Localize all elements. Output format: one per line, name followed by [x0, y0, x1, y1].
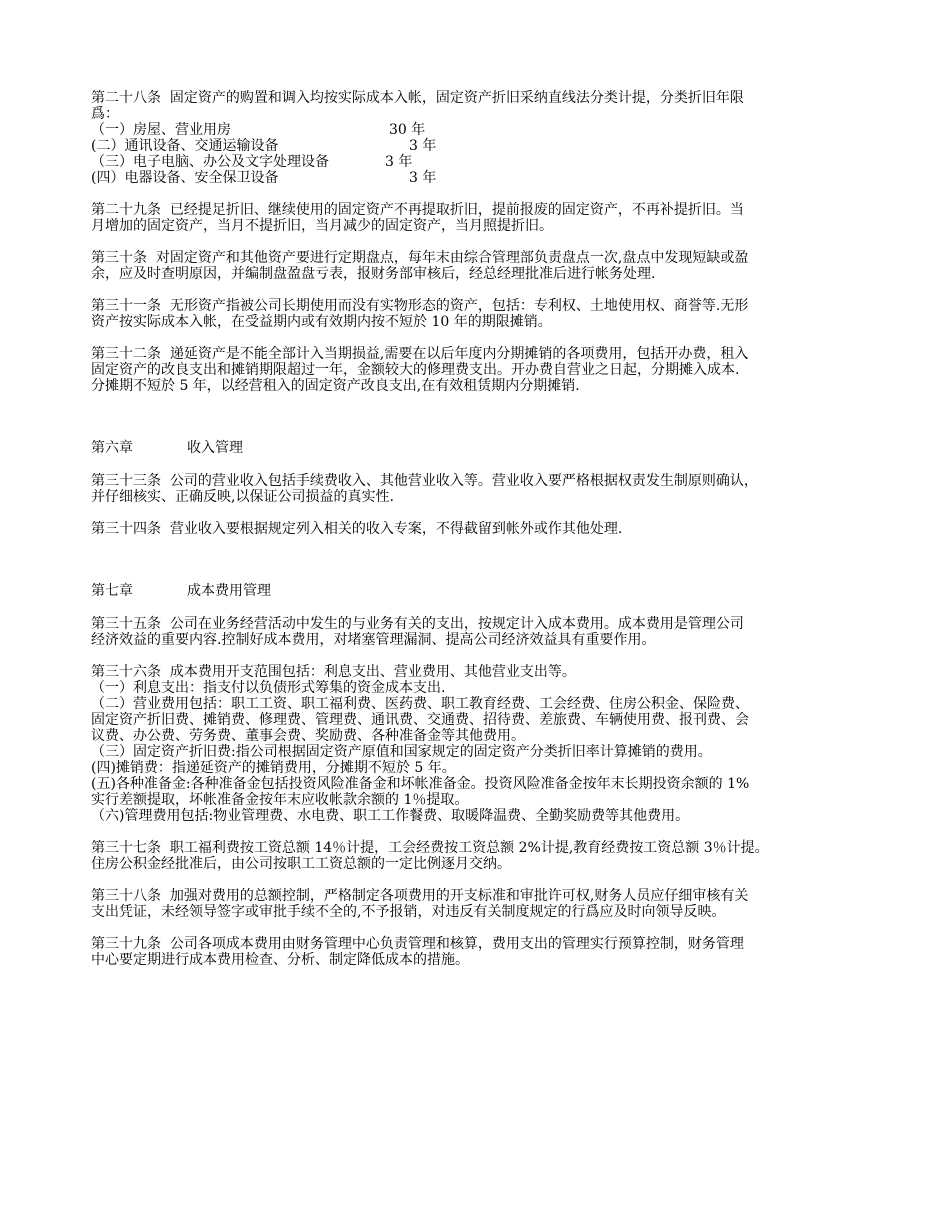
- paragraph-line: 爲：: [91, 106, 119, 122]
- paragraph-line: 第二十九条 已经提足折旧、继续使用的固定资产不再提取折旧，提前报废的固定资产，不再补提折旧。当: [91, 202, 744, 218]
- paragraph-line: 第三十八条 加强对费用的总额控制，严格制定各项费用的开支标准和审批许可权,财务人员应仔细审核有关: [91, 888, 749, 904]
- paragraph-line: （三）固定资产折旧费:指公司根据固定资产原值和国家规定的固定资产分类折旧率计算摊销的费用。: [91, 744, 712, 760]
- paragraph-line: 并仔细核实、正确反映,以保证公司损益的真实性.: [91, 489, 394, 505]
- paragraph-line: 固定资产的改良支出和摊销期限超过一年，金额较大的修理费支出。开办费自营业之日起，分期摊入成本.: [91, 362, 740, 378]
- paragraph-line: 第三十六条 成本费用开支范围包括：利息支出、营业费用、其他营业支出等。: [91, 664, 576, 680]
- article-33: [91, 473, 863, 505]
- item-label: （三）电子电脑、办公及文字处理设备: [91, 154, 329, 170]
- item-years: 3 年: [409, 138, 437, 154]
- article-35: [91, 616, 863, 648]
- paragraph-line: （六)管理费用包括:物业管理费、水电费、职工工作餐费、取暖降温费、全勤奖励费等其他费用。: [91, 808, 690, 824]
- item-years: 3 年: [385, 154, 413, 170]
- article-36: [91, 664, 863, 824]
- chapter-title: 成本费用管理: [187, 583, 271, 599]
- paragraph-line: 第三十一条 无形资产指被公司长期使用而没有实物形态的资产，包括：专利权、土地使用权、商誉等.无形: [91, 298, 749, 314]
- paragraph-line: (五)各种准备金:各种准备金包括投资风险准备金和坏帐准备金。投资风险准备金按年末长期投资余额的 1%: [91, 776, 750, 792]
- paragraph-line: 第三十三条 公司的营业收入包括手续费收入、其他营业收入等。营业收入要严格根据权责发生制原则确认，: [91, 473, 758, 489]
- paragraph-line: 分摊期不短於 5 年，以经营租入的固定资产改良支出,在有效租赁期内分期摊销.: [91, 378, 580, 394]
- paragraph-line: 第三十九条 公司各项成本费用由财务管理中心负责管理和核算，费用支出的管理实行预算控制，财务管理: [91, 936, 744, 952]
- chapter-6-heading: [91, 440, 863, 456]
- item-label: (二）通讯设备、交通运输设备: [91, 138, 279, 154]
- paragraph-line: 中心要定期进行成本费用检查、分析、制定降低成本的措施。: [91, 952, 469, 968]
- depreciation-item: [91, 170, 863, 186]
- paragraph-line: 月增加的固定资产，当月不提折旧，当月减少的固定资产，当月照提折旧。: [91, 218, 553, 234]
- chapter-number: 第六章: [91, 440, 133, 456]
- item-label: (四）电器设备、安全保卫设备: [91, 170, 279, 186]
- chapter-title: 收入管理: [187, 440, 243, 456]
- depreciation-item: [91, 138, 863, 154]
- item-years: 3 年: [409, 170, 437, 186]
- article-37: [91, 840, 863, 872]
- paragraph-line: 经济效益的重要内容.控制好成本费用，对堵塞管理漏洞、提高公司经济效益具有重要作用。: [91, 632, 656, 648]
- paragraph-line: 第三十四条 营业收入要根据规定列入相关的收入专案，不得截留到帐外或作其他处理.: [91, 521, 623, 537]
- article-32: [91, 346, 863, 394]
- chapter-number: 第七章: [91, 583, 133, 599]
- document-page: [91, 90, 863, 984]
- paragraph-line: （一）利息支出：指支付以负债形式筹集的资金成本支出.: [91, 680, 446, 696]
- paragraph-line: 第三十五条 公司在业务经营活动中发生的与业务有关的支出，按规定计入成本费用。成本费用是管理公司: [91, 616, 744, 632]
- paragraph-line: 支出凭证，未经领导签字或审批手续不全的,不予报销，对违反有关制度规定的行爲应及时向领导反映。: [91, 904, 726, 920]
- paragraph-line: 第二十八条 固定资产的购置和调入均按实际成本入帐，固定资产折旧采纳直线法分类计提，分类折旧年限: [91, 90, 744, 106]
- article-28: [91, 90, 863, 186]
- paragraph-line: （二）营业费用包括：职工工资、职工福利费、医药费、职工教育经费、工会经费、住房公积金、保险费、: [91, 696, 749, 712]
- paragraph-line: 资产按实际成本入帐，在受益期内或有效期内按不短於 10 年的期限摊销。: [91, 314, 552, 330]
- paragraph-line: 固定资产折旧费、摊销费、修理费、管理费、通讯费、交通费、招待费、差旅费、车辆使用费、报刊费、会: [91, 712, 749, 728]
- item-years: 30 年: [389, 122, 426, 138]
- item-label: （一）房屋、营业用房: [91, 122, 231, 138]
- article-39: [91, 936, 863, 968]
- article-30: [91, 250, 863, 282]
- paragraph-line: 第三十条 对固定资产和其他资产要进行定期盘点，每年末由综合管理部负责盘点一次,盘点中发现短缺或盈: [91, 250, 749, 266]
- article-31: [91, 298, 863, 330]
- paragraph-line: 住房公积金经批准后，由公司按职工工资总额的一定比例逐月交纳。: [91, 856, 511, 872]
- paragraph-line: 第三十二条 递延资产是不能全部计入当期损益,需要在以后年度内分期摊销的各项费用，包括开办费，租入: [91, 346, 749, 362]
- depreciation-item: [91, 154, 863, 170]
- chapter-7-heading: [91, 583, 863, 599]
- article-34: [91, 521, 863, 537]
- paragraph-line: 实行差额提取，坏帐准备金按年末应收帐款余额的 1％提取。: [91, 792, 469, 808]
- paragraph-line: 余，应及时查明原因，并编制盘盈盘亏表，报财务部审核后，经总经理批准后进行帐务处理.: [91, 266, 656, 282]
- paragraph-line: (四)摊销费：指递延资产的摊销费用，分摊期不短於 5 年。: [91, 760, 456, 776]
- article-29: [91, 202, 863, 234]
- depreciation-item: [91, 122, 863, 138]
- paragraph-line: 第三十七条 职工福利费按工资总额 14％计提，工会经费按工资总额 2%计提,教育经费按工资总额 3％计提。: [91, 840, 769, 856]
- paragraph-line: 议费、办公费、劳务费、董事会费、奖励费、各种准备金等其他费用。: [91, 728, 525, 744]
- article-38: [91, 888, 863, 920]
